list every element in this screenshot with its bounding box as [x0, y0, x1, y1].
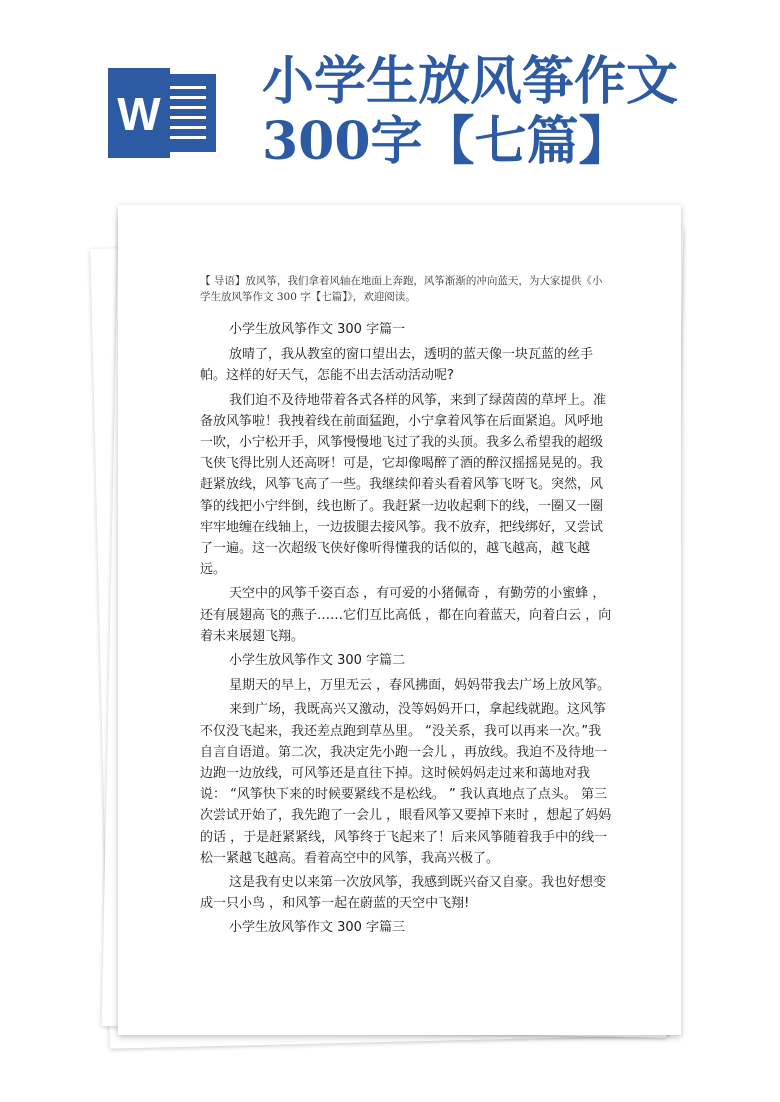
- page-title: [262, 52, 762, 172]
- intro-paragraph: 【 导语】放风筝，我们拿着风轴在地面上奔跑，风筝渐渐的冲向蓝天，为大家提供《小学生放风筝作文 300 字【七篇】》，欢迎阅读。: [200, 275, 603, 303]
- section-heading: 小学生放风筝作文 300 字篇二: [229, 653, 406, 669]
- paragraph: 星期天的早上，万里无云 ，春风拂面，妈妈带我去广场上放风筝。: [229, 678, 611, 694]
- title-line-1: 小学生放风筝作文: [262, 51, 679, 112]
- section-heading: 小学生放风筝作文 300 字篇三: [229, 920, 406, 936]
- logo-letter: W: [117, 88, 161, 140]
- paragraph: 这是我有史以来第一次放风筝，我感到既兴奋又自豪。我也好想变成一只小鸟 ，和风筝一起在蔚蓝的天空中飞翔!: [200, 875, 607, 912]
- paragraph: 我们迫不及待地带着各式各样的风筝，来到了绿茵茵的草坪上。准备放风筝啦！我拽着线在前面猛跑，小宁拿着风筝在后面紧追。风呼地一吹，小宁松开手，风筝慢慢地飞过了我的头顶。我多么希望我的超级飞侠飞得比别人还高呀！可是，它却像喝醉了酒的醉汉摇摇晃晃的。我赶紧放线，风筝飞高了一些。我继续仰着头看着风筝飞呀飞。突然，风筝的线把小宁绊倒，线也断了。我赶紧一边收起剩下的线，一圈又一圈牢牢地缠在线轴上，一边拔腿去接风筝。我不放弃，把线绑好，又尝试了一遍。这一次超级飞侠好像听得懂我的话似的，越飞越高，越飞越远。: [200, 392, 607, 578]
- document-body: [200, 273, 612, 943]
- paragraph: 天空中的风筝千姿百态 ，有可爱的小猪佩奇 ，有勤劳的小蜜蜂 ，还有展翅高飞的燕子……它们互比高低 ，都在向着蓝天，向着白云 ，向着未来展翅飞翔。: [200, 586, 612, 644]
- paragraph: 来到广场，我既高兴又激动，没等妈妈开口，拿起线就跑。这风筝不仅没飞起来，我还差点跑到草丛里。 “没关系，我可以再来一次。”我自言自语道。第二次，我决定先小跑一会儿 ，再放线。我迫不及待地一边跑一边放线，可风筝还是直往下掉。这时候妈妈走过来和蔼地对我说： “风筝快下来的时候要紧线不是松线。 ” 我认真地点了点头。 第三次尝试开始了，我先跑了一会儿 ，眼看风筝又要掉下来时 ，想起了妈妈的话 ，于是赶紧紧线，风筝终于飞起来了！后来风筝随着我手中的线一松一紧越飞越高。看着高空中的风筝，我高兴极了。: [200, 702, 612, 866]
- title-line-2: 300字【七篇】: [262, 111, 631, 172]
- paragraph: 放晴了，我从教室的窗口望出去，透明的蓝天像一块瓦蓝的丝手帕。这样的好天气，怎能不出去活动活动呢?: [200, 347, 594, 384]
- section-heading: 小学生放风筝作文 300 字篇一: [229, 322, 406, 337]
- word-document-icon: [108, 68, 220, 158]
